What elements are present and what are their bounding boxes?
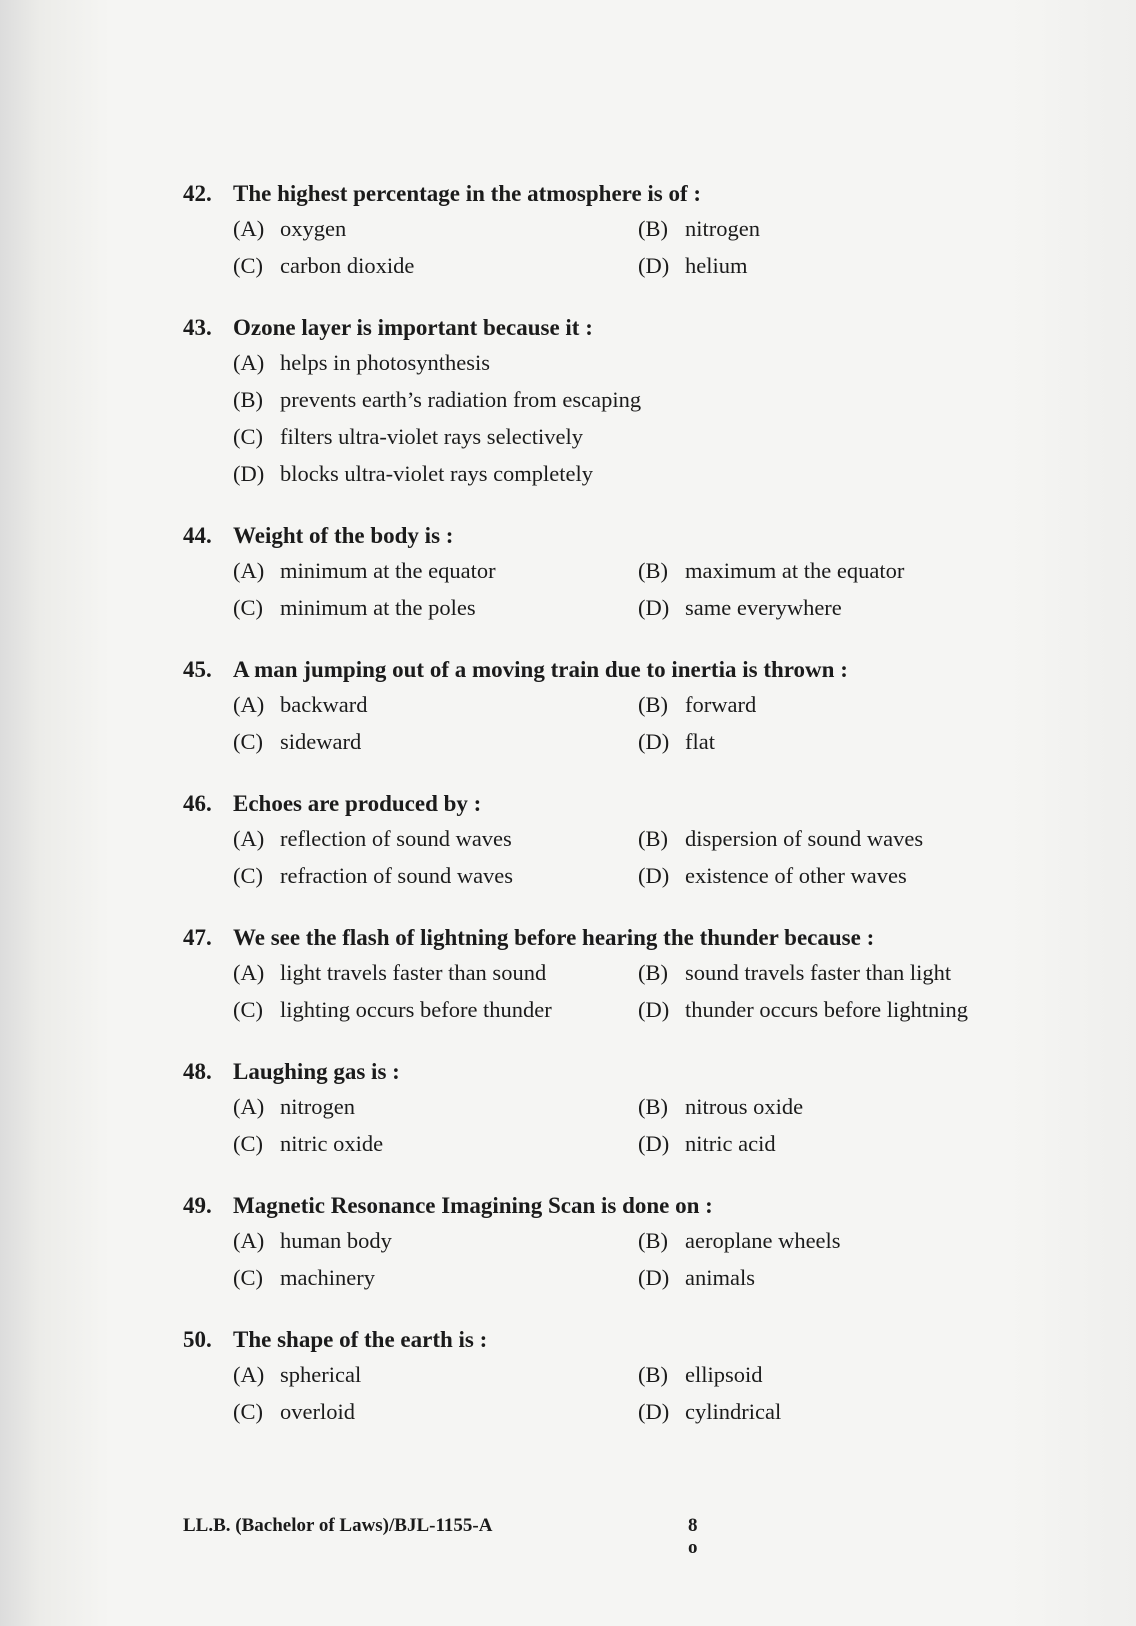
option-letter: (C) xyxy=(233,863,263,888)
option-letter: (C) xyxy=(233,997,263,1022)
question-block xyxy=(183,654,1063,760)
option-letter: (D) xyxy=(638,1399,670,1424)
question-heading xyxy=(183,922,1063,954)
answer-option xyxy=(638,247,1043,284)
answer-option xyxy=(233,1356,638,1393)
option-letter: (C) xyxy=(233,424,263,449)
option-letter: (D) xyxy=(638,253,670,278)
option-letter: (B) xyxy=(638,960,668,985)
question-heading xyxy=(183,788,1063,820)
question-number: 46. xyxy=(183,791,212,816)
option-row xyxy=(233,418,1063,455)
option-text: thunder occurs before lightning xyxy=(685,997,969,1022)
question-number: 43. xyxy=(183,315,212,340)
answer-option xyxy=(638,954,1043,991)
option-text: oxygen xyxy=(280,216,347,241)
option-row xyxy=(233,210,1063,247)
option-text: cylindrical xyxy=(685,1399,782,1424)
option-text: helium xyxy=(685,253,748,278)
paper-code: LL.B. (Bachelor of Laws)/BJL-1155-A xyxy=(183,1515,493,1536)
answer-option xyxy=(233,1125,638,1162)
page-number-block xyxy=(688,1515,698,1559)
option-text: nitrous oxide xyxy=(685,1094,804,1119)
option-letter: (B) xyxy=(233,387,263,412)
options xyxy=(183,1222,1063,1296)
answer-option xyxy=(638,1125,1043,1162)
option-letter: (B) xyxy=(638,1362,668,1387)
options xyxy=(183,954,1063,1028)
question-block xyxy=(183,520,1063,626)
option-letter: (B) xyxy=(638,692,668,717)
option-row xyxy=(233,552,1063,589)
question-block xyxy=(183,1324,1063,1430)
option-text: nitrogen xyxy=(280,1094,355,1119)
option-row xyxy=(233,1259,1063,1296)
option-text: helps in photosynthesis xyxy=(280,350,491,375)
answer-option xyxy=(638,210,1043,247)
question-block xyxy=(183,312,1063,492)
question-number: 48. xyxy=(183,1059,212,1084)
answer-option xyxy=(638,723,1043,760)
question-number: 49. xyxy=(183,1193,212,1218)
option-text: spherical xyxy=(280,1362,362,1387)
question-number: 44. xyxy=(183,523,212,548)
option-text: maximum at the equator xyxy=(685,558,905,583)
page-mark: o xyxy=(688,1537,698,1558)
answer-option xyxy=(638,552,1043,589)
option-row xyxy=(233,247,1063,284)
question-heading xyxy=(183,1190,1063,1222)
option-text: blocks ultra-violet rays completely xyxy=(280,461,594,486)
option-text: refraction of sound waves xyxy=(280,863,514,888)
question-heading xyxy=(183,1056,1063,1088)
option-letter: (C) xyxy=(233,253,263,278)
answer-option xyxy=(233,1259,638,1296)
option-text: overloid xyxy=(280,1399,355,1424)
answer-option xyxy=(233,723,638,760)
option-text: sound travels faster than light xyxy=(685,960,952,985)
answer-option xyxy=(233,210,638,247)
option-text: nitrogen xyxy=(685,216,760,241)
option-row xyxy=(233,1222,1063,1259)
options xyxy=(183,820,1063,894)
option-text: prevents earth’s radiation from escaping xyxy=(280,387,642,412)
question-text: The shape of the earth is : xyxy=(233,1327,488,1352)
question-text: Laughing gas is : xyxy=(233,1059,400,1084)
option-letter: (A) xyxy=(233,826,265,851)
option-row xyxy=(233,1088,1063,1125)
option-text: lighting occurs before thunder xyxy=(280,997,552,1022)
option-text: same everywhere xyxy=(685,595,842,620)
question-text: Echoes are produced by : xyxy=(233,791,482,816)
question-text: A man jumping out of a moving train due to inertia is thrown : xyxy=(233,657,848,682)
answer-option xyxy=(233,954,638,991)
option-text: backward xyxy=(280,692,368,717)
option-text: nitric acid xyxy=(685,1131,776,1156)
question-text: The highest percentage in the atmosphere is of : xyxy=(233,181,702,206)
option-letter: (D) xyxy=(638,997,670,1022)
question-block xyxy=(183,1056,1063,1162)
option-letter: (B) xyxy=(638,826,668,851)
answer-option xyxy=(638,589,1043,626)
option-letter: (C) xyxy=(233,1399,263,1424)
question-heading xyxy=(183,312,1063,344)
answer-option xyxy=(638,991,1043,1028)
question-number: 50. xyxy=(183,1327,212,1352)
answer-option xyxy=(638,1259,1043,1296)
option-text: flat xyxy=(685,729,715,754)
option-text: carbon dioxide xyxy=(280,253,415,278)
option-row xyxy=(233,1125,1063,1162)
options xyxy=(183,552,1063,626)
option-row xyxy=(233,723,1063,760)
answer-option xyxy=(638,820,1043,857)
question-block xyxy=(183,178,1063,284)
page-number: 8 xyxy=(688,1515,698,1536)
question-heading xyxy=(183,520,1063,552)
option-row xyxy=(233,455,1063,492)
option-row xyxy=(233,344,1063,381)
option-text: forward xyxy=(685,692,757,717)
question-text: We see the flash of lightning before hearing the thunder because : xyxy=(233,925,875,950)
option-text: minimum at the poles xyxy=(280,595,476,620)
option-text: ellipsoid xyxy=(685,1362,763,1387)
options xyxy=(183,344,1063,492)
option-letter: (B) xyxy=(638,1094,668,1119)
option-row xyxy=(233,1393,1063,1430)
option-text: reflection of sound waves xyxy=(280,826,512,851)
option-text: light travels faster than sound xyxy=(280,960,547,985)
answer-option xyxy=(233,344,638,381)
answer-option xyxy=(233,418,638,455)
option-letter: (A) xyxy=(233,558,265,583)
option-letter: (A) xyxy=(233,350,265,375)
option-text: filters ultra-violet rays selectively xyxy=(280,424,584,449)
answer-option xyxy=(233,1393,638,1430)
option-text: existence of other waves xyxy=(685,863,907,888)
question-block xyxy=(183,922,1063,1028)
option-text: aeroplane wheels xyxy=(685,1228,841,1253)
option-letter: (D) xyxy=(638,595,670,620)
option-letter: (D) xyxy=(638,1131,670,1156)
answer-option xyxy=(233,455,638,492)
options xyxy=(183,210,1063,284)
option-letter: (D) xyxy=(233,461,265,486)
answer-option xyxy=(638,1393,1043,1430)
option-letter: (B) xyxy=(638,1228,668,1253)
question-list xyxy=(183,178,1063,1458)
answer-option xyxy=(233,552,638,589)
option-text: human body xyxy=(280,1228,392,1253)
answer-option xyxy=(233,991,638,1028)
options xyxy=(183,1088,1063,1162)
question-number: 47. xyxy=(183,925,212,950)
option-letter: (A) xyxy=(233,1094,265,1119)
option-letter: (A) xyxy=(233,1228,265,1253)
option-row xyxy=(233,1356,1063,1393)
question-text: Magnetic Resonance Imagining Scan is done on : xyxy=(233,1193,713,1218)
answer-option xyxy=(233,820,638,857)
option-row xyxy=(233,991,1063,1028)
option-row xyxy=(233,954,1063,991)
question-heading xyxy=(183,1324,1063,1356)
answer-option xyxy=(233,857,638,894)
option-letter: (C) xyxy=(233,595,263,620)
option-letter: (C) xyxy=(233,1265,263,1290)
option-letter: (A) xyxy=(233,216,265,241)
option-letter: (D) xyxy=(638,863,670,888)
answer-option xyxy=(638,686,1043,723)
options xyxy=(183,686,1063,760)
answer-option xyxy=(638,1356,1043,1393)
answer-option xyxy=(638,1222,1043,1259)
option-text: sideward xyxy=(280,729,362,754)
answer-option xyxy=(233,686,638,723)
question-number: 42. xyxy=(183,181,212,206)
option-row xyxy=(233,686,1063,723)
answer-option xyxy=(233,381,642,418)
option-text: nitric oxide xyxy=(280,1131,384,1156)
option-row xyxy=(233,820,1063,857)
answer-option xyxy=(638,1088,1043,1125)
option-letter: (D) xyxy=(638,1265,670,1290)
question-block xyxy=(183,1190,1063,1296)
answer-option xyxy=(233,1088,638,1125)
answer-option xyxy=(233,589,638,626)
option-letter: (C) xyxy=(233,1131,263,1156)
answer-option xyxy=(233,247,638,284)
option-letter: (A) xyxy=(233,692,265,717)
option-row xyxy=(233,381,1063,418)
option-text: animals xyxy=(685,1265,755,1290)
question-heading xyxy=(183,178,1063,210)
option-letter: (A) xyxy=(233,1362,265,1387)
answer-option xyxy=(638,857,1043,894)
question-number: 45. xyxy=(183,657,212,682)
option-letter: (A) xyxy=(233,960,265,985)
answer-option xyxy=(233,1222,638,1259)
question-block xyxy=(183,788,1063,894)
question-heading xyxy=(183,654,1063,686)
option-text: machinery xyxy=(280,1265,375,1290)
option-letter: (C) xyxy=(233,729,263,754)
option-row xyxy=(233,589,1063,626)
option-letter: (D) xyxy=(638,729,670,754)
question-text: Weight of the body is : xyxy=(233,523,454,548)
question-text: Ozone layer is important because it : xyxy=(233,315,593,340)
option-letter: (B) xyxy=(638,558,668,583)
option-row xyxy=(233,857,1063,894)
options xyxy=(183,1356,1063,1430)
option-letter: (B) xyxy=(638,216,668,241)
option-text: minimum at the equator xyxy=(280,558,496,583)
option-text: dispersion of sound waves xyxy=(685,826,924,851)
